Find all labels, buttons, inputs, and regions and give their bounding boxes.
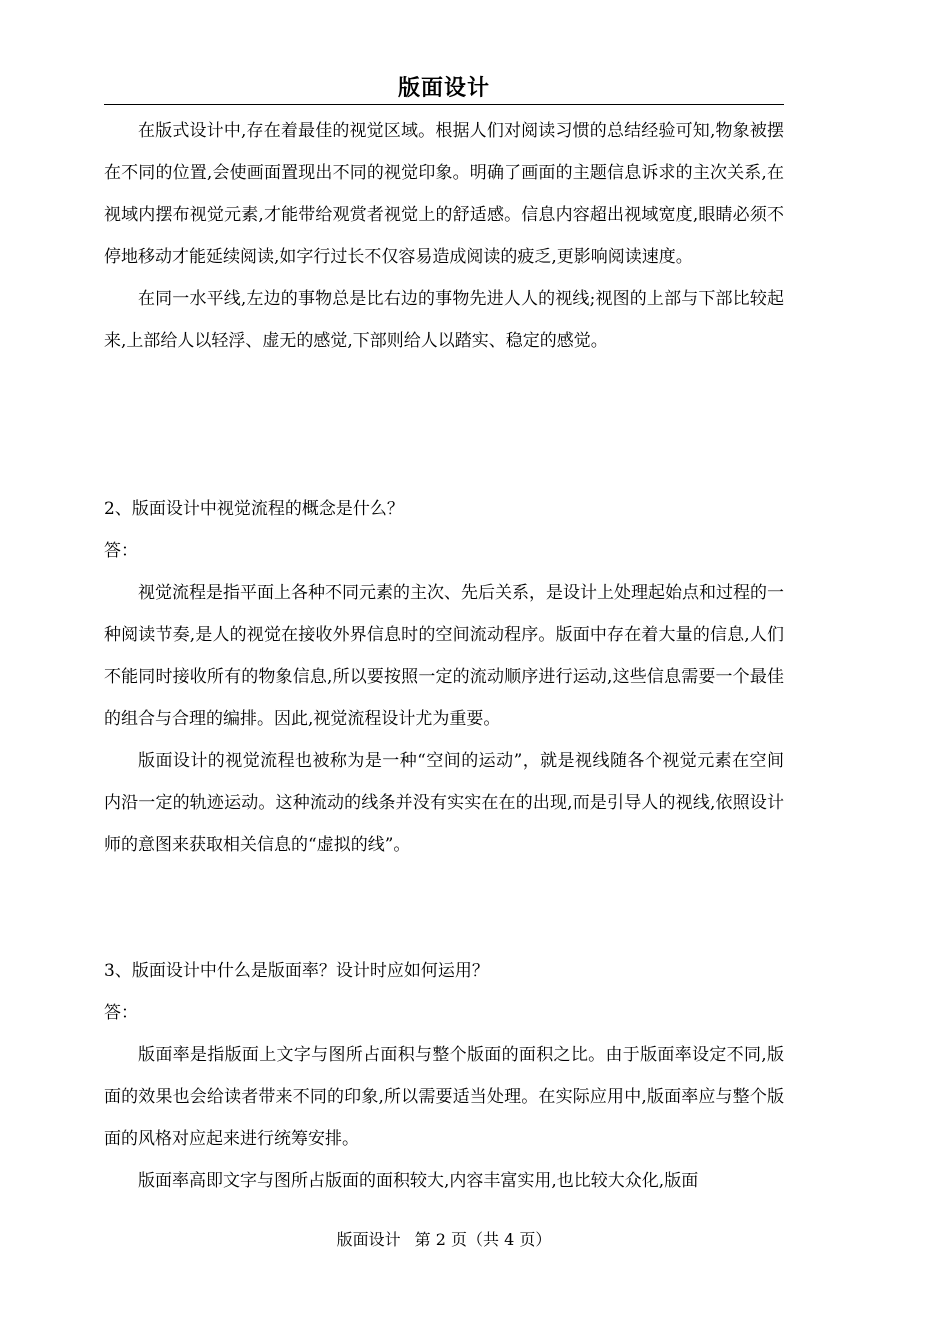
document-body — [104, 110, 784, 1202]
section-visual-flow — [104, 488, 784, 866]
footer-page-number: 第 2 页（共 4 页） — [414, 1230, 552, 1249]
paragraph: 在同一水平线,左边的事物总是比右边的事物先进人人的视线;视图的上部与下部比较起来,上部给人以轻浮、虚无的感觉,下部则给人以踏实、稳定的感觉。 — [104, 289, 784, 351]
spacer — [104, 362, 784, 488]
section-visual-area — [104, 110, 784, 362]
answer-label: 答： — [104, 1003, 138, 1023]
paragraph: 视觉流程是指平面上各种不同元素的主次、先后关系，是设计上处理起始点和过程的一种阅读节奏,是人的视觉在接收外界信息时的空间流动程序。版面中存在着大量的信息,人们不能同时接收所有的物象信息,所以要按照一定的流动顺序进行运动,这些信息需要一个最佳的组合与合理的编排。因此,视觉流程设计尤为重要。 — [104, 583, 784, 729]
question-heading: 3、版面设计中什么是版面率？设计时应如何运用？ — [104, 961, 489, 981]
answer-label: 答： — [104, 541, 138, 561]
paragraph: 在版式设计中,存在着最佳的视觉区域。根据人们对阅读习惯的总结经验可知,物象被摆在不同的位置,会使画面置现出不同的视觉印象。明确了画面的主题信息诉求的主次关系,在视域内摆布视觉元素,才能带给观赏者视觉上的舒适感。信息内容超出视域宽度,眼睛必须不停地移动才能延续阅读,如字行过长不仅容易造成阅读的疲乏,更影响阅读速度。 — [104, 121, 784, 267]
page-footer — [104, 1226, 784, 1254]
page-title: 版面设计 — [397, 76, 490, 101]
section-layout-ratio — [104, 950, 784, 1202]
paragraph: 版面设计的视觉流程也被称为是一种“空间的运动”，就是视线随各个视觉元素在空间内沿一定的轨迹运动。这种流动的线条并没有实实在在的出现,而是引导人的视线,依照设计师的意图来获取相关信息的“虚拟的线”。 — [104, 751, 784, 855]
paragraph: 版面率是指版面上文字与图所占面积与整个版面的面积之比。由于版面率设定不同,版面的效果也会给读者带来不同的印象,所以需要适当处理。在实际应用中,版面率应与整个版面的风格对应起来进行统筹安排。 — [104, 1045, 784, 1149]
page-header — [104, 74, 784, 105]
paragraph: 版面率高即文字与图所占版面的面积较大,内容丰富实用,也比较大众化,版面 — [138, 1171, 699, 1191]
footer-doc-title: 版面设计 — [336, 1230, 401, 1249]
question-heading: 2、版面设计中视觉流程的概念是什么？ — [104, 499, 404, 519]
spacer — [104, 866, 784, 950]
